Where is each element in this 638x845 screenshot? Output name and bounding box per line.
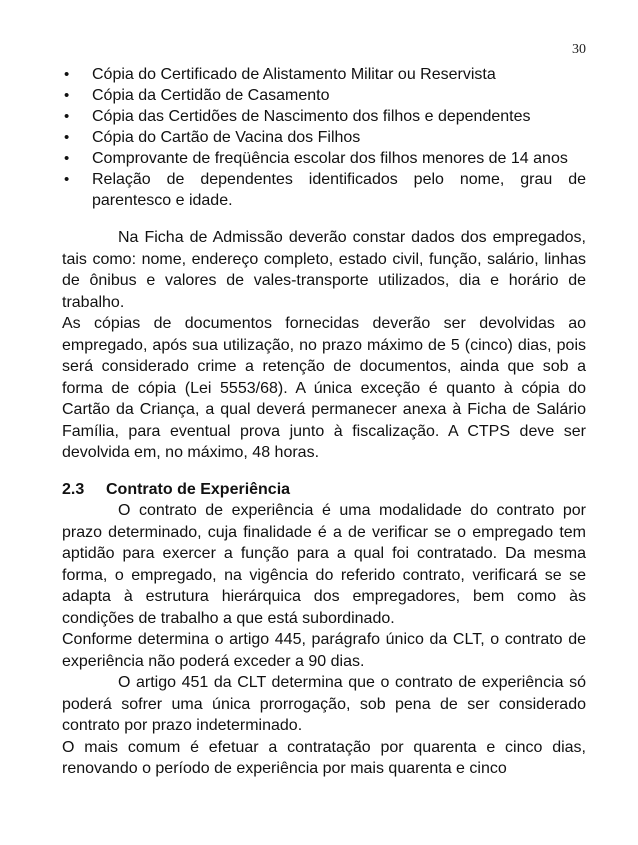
list-item: • Cópia da Certidão de Casamento: [64, 87, 330, 104]
section-paragraph: O contrato de experiência é uma modalidade do contrato por prazo determinado, cuja finalidade é a de verificar se o empregado tem aptidão para exercer a função para a qual foi contratado. Da mesma forma, o empregado, na vigência do referido contrato, verificará se se adapta à estrutura hierárquica dos empregadores, bem como às condições de trabalho a que está subordinado.: [62, 502, 586, 627]
ficha-admissao-paragraph: Na Ficha de Admissão deverão constar dados dos empregados, tais como: nome, endereço completo, estado civil, função, salário, linhas de ônibus e valores de vales-transporte utilizados, dia e horário de trabalho.: [62, 229, 586, 311]
bullet-icon: •: [64, 171, 70, 188]
section-paragraph: O artigo 451 da CLT determina que o contrato de experiência só poderá sofrer uma única prorrogação, sob pena de ser considerado contrato por prazo indeterminado.: [62, 674, 586, 734]
copias-documentos-paragraph: As cópias de documentos fornecidas deverão ser devolvidas ao empregado, após sua utilização, no prazo máximo de 5 (cinco) dias, pois será considerado crime a retenção de documentos, ainda que sob a forma de cópia (Lei 5553/68). A única exceção é quanto à cópia do Cartão da Criança, a qual deverá permanecer anexa à Ficha de Salário Família, para eventual prova junto à fiscalização. A CTPS deve ser devolvida em, no máximo, 48 horas.: [62, 315, 586, 461]
bullet-icon: •: [64, 129, 70, 146]
section-title: Contrato de Experiência: [106, 480, 291, 498]
section-number: 2.3: [62, 480, 85, 498]
list-item: • Cópia do Certificado de Alistamento Militar ou Reservista: [64, 66, 496, 83]
bullet-icon: •: [64, 66, 70, 83]
page-content: [62, 64, 586, 780]
required-documents-list: [62, 64, 586, 211]
section-heading: [62, 479, 586, 501]
bullet-icon: •: [64, 108, 70, 125]
list-item: • Cópia das Certidões de Nascimento dos filhos e dependentes: [64, 108, 531, 125]
list-item: • Comprovante de freqüência escolar dos filhos menores de 14 anos: [64, 150, 568, 167]
bullet-icon: •: [64, 87, 70, 104]
section-paragraph: Conforme determina o artigo 445, parágrafo único da CLT, o contrato de experiência não poderá exceder a 90 dias.: [62, 631, 586, 670]
section-paragraph: O mais comum é efetuar a contratação por quarenta e cinco dias, renovando o período de experiência por mais quarenta e cinco: [62, 738, 586, 777]
bullet-icon: •: [64, 150, 70, 167]
page-number: 30: [572, 42, 586, 57]
list-item: • Relação de dependentes identificados pelo nome, grau de parentesco e idade.: [64, 171, 586, 209]
list-item: • Cópia do Cartão de Vacina dos Filhos: [64, 129, 361, 146]
